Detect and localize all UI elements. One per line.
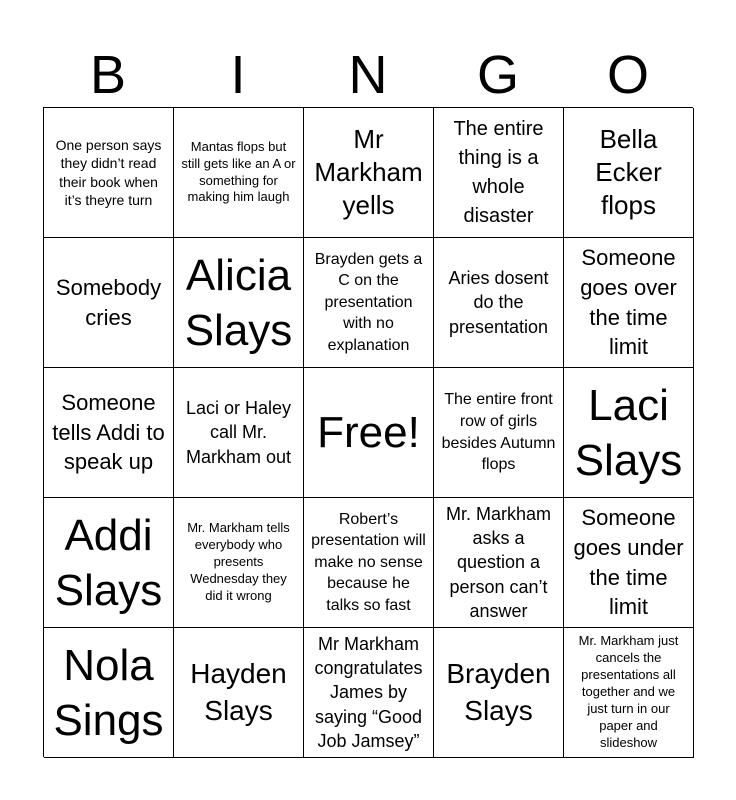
cell-text: Robert’s presentation will make no sense because he talks so fast [311, 510, 426, 614]
bingo-cell-r4c3[interactable] [304, 498, 434, 628]
bingo-cell-r3c2[interactable] [174, 368, 304, 498]
cell-text: Laci or Haley call Mr. Markham out [185, 398, 292, 467]
header-letter-n: N [348, 45, 388, 105]
bingo-cell-r1c4[interactable] [434, 108, 564, 238]
bingo-cell-r5c1[interactable] [44, 628, 174, 758]
cell-text: The entire thing is a whole disaster [453, 117, 544, 227]
bingo-cell-r5c5[interactable] [564, 628, 694, 758]
cell-text: Mr Markham yells [314, 123, 423, 221]
free-space-cell[interactable] [304, 368, 434, 498]
cell-text: Free! [317, 408, 420, 457]
cell-text: Mantas flops but still gets like an A or something for making him laugh [181, 138, 296, 205]
cell-text: Nola Sings [53, 640, 164, 745]
cell-text: Someone goes under the time limit [573, 505, 684, 620]
cell-text: Somebody cries [55, 274, 162, 330]
header-letter-b: B [89, 45, 127, 105]
cell-text: The entire front row of girls besides Autumn flops [441, 391, 556, 474]
cell-text: Laci Slays [574, 380, 683, 485]
bingo-cell-r1c2[interactable] [174, 108, 304, 238]
cell-text: Mr. Markham asks a question a person can’t answer [445, 503, 551, 621]
bingo-cell-r4c4[interactable] [434, 498, 564, 628]
cell-text: Brayden Slays [446, 657, 551, 726]
cell-text: Brayden gets a C on the presentation with no explanation [314, 250, 423, 354]
bingo-cell-r2c4[interactable] [434, 238, 564, 368]
bingo-cell-r4c2[interactable] [174, 498, 304, 628]
bingo-cell-r5c4[interactable] [434, 628, 564, 758]
cell-text: Someone goes over the time limit [580, 245, 677, 360]
bingo-cell-r5c2[interactable] [174, 628, 304, 758]
bingo-cell-r3c5[interactable] [564, 368, 694, 498]
cell-text: Someone tells Addi to speak up [52, 389, 165, 475]
bingo-cell-r3c4[interactable] [434, 368, 564, 498]
cell-text: Alicia Slays [184, 250, 293, 355]
bingo-cell-r3c1[interactable] [44, 368, 174, 498]
cell-text: Addi Slays [54, 510, 163, 615]
bingo-cell-r5c3[interactable] [304, 628, 434, 758]
bingo-cell-r2c2[interactable] [174, 238, 304, 368]
cell-text: Mr Markham congratulates James by saying “Good Job Jamsey” [314, 633, 423, 751]
bingo-header [43, 42, 693, 108]
cell-text: Hayden Slays [190, 657, 287, 726]
bingo-cell-r1c5[interactable] [564, 108, 694, 238]
cell-text: Bella Ecker flops [595, 123, 662, 221]
bingo-cell-r1c3[interactable] [304, 108, 434, 238]
bingo-cell-r4c1[interactable] [44, 498, 174, 628]
cell-text: One person says they didn’t read their book when it’s theyre turn [55, 137, 162, 208]
header-letter-i: I [230, 45, 246, 105]
bingo-cell-r2c3[interactable] [304, 238, 434, 368]
cell-text: Aries dosent do the presentation [448, 268, 549, 337]
cell-text: Mr. Markham tells everybody who presents Wednesday they did it wrong [187, 520, 290, 603]
header-letter-o: O [606, 45, 649, 105]
bingo-board [43, 107, 693, 757]
cell-text: Mr. Markham just cancels the presentations all together and we just turn in our paper and slideshow [578, 633, 679, 750]
bingo-cell-r4c5[interactable] [564, 498, 694, 628]
bingo-cell-r2c1[interactable] [44, 238, 174, 368]
bingo-cell-r2c5[interactable] [564, 238, 694, 368]
bingo-cell-r1c1[interactable] [44, 108, 174, 238]
header-letter-g: G [476, 45, 519, 105]
